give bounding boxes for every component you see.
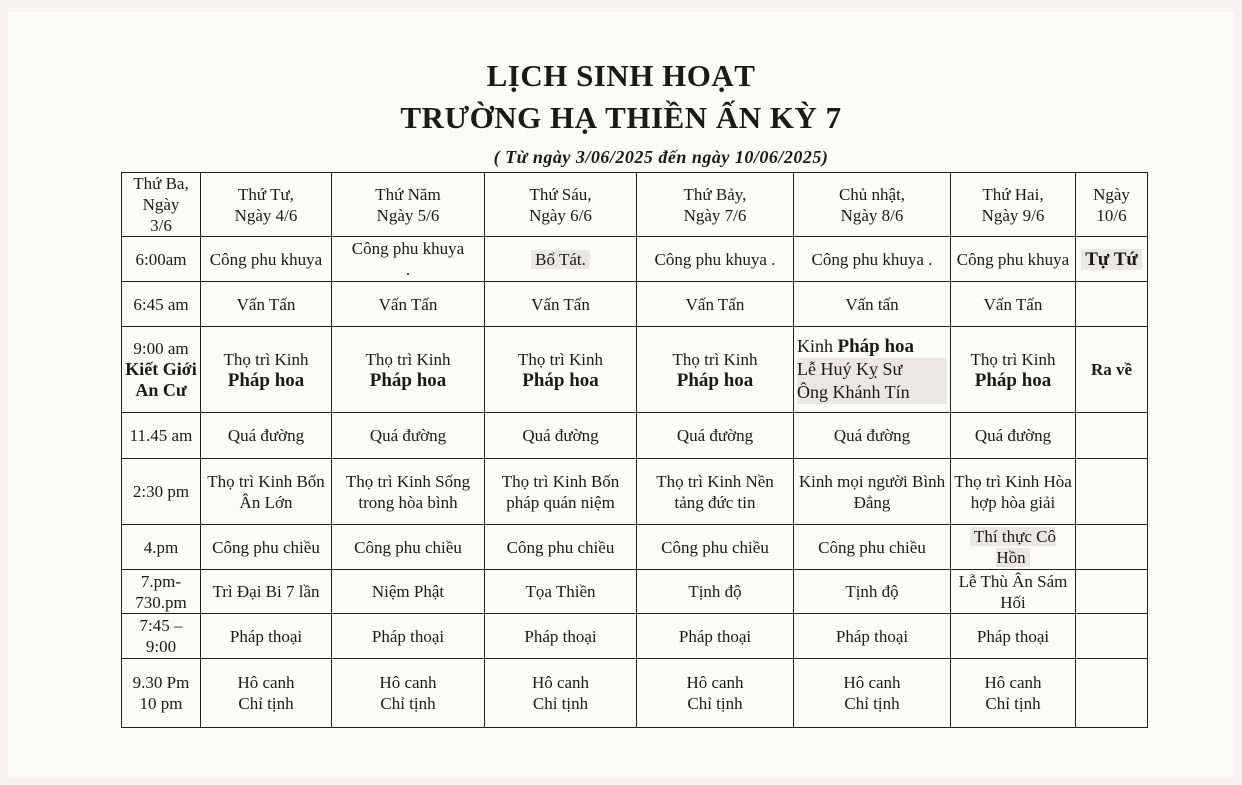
schedule-cell: Công phu chiều xyxy=(794,525,951,570)
time-cell: 7.pm-730.pm xyxy=(122,570,201,614)
schedule-cell: Công phu khuya xyxy=(951,237,1076,282)
schedule-cell: Tự Tứ xyxy=(1076,237,1148,282)
schedule-cell: Công phu chiều xyxy=(201,525,332,570)
schedule-cell xyxy=(1076,614,1148,659)
schedule-cell: Tịnh độ xyxy=(637,570,794,614)
day-header: Chủ nhật, Ngày 8/6 xyxy=(794,173,951,237)
schedule-cell: Kinh mọi người Bình Đẳng xyxy=(794,459,951,525)
schedule-cell xyxy=(1076,413,1148,459)
schedule-cell: Quá đường xyxy=(201,413,332,459)
time-cell: 6:00am xyxy=(122,237,201,282)
day-header: Thứ Bảy, Ngày 7/6 xyxy=(637,173,794,237)
schedule-cell: Tịnh độ xyxy=(794,570,951,614)
schedule-cell: Vấn Tấn xyxy=(332,282,485,327)
schedule-cell xyxy=(1076,459,1148,525)
table-row xyxy=(122,570,1148,614)
schedule-cell: Pháp thoại xyxy=(951,614,1076,659)
schedule-cell: Quá đường xyxy=(951,413,1076,459)
day-header: Thứ Năm Ngày 5/6 xyxy=(332,173,485,237)
day-header: Ngày 10/6 xyxy=(1076,173,1148,237)
schedule-cell: Thọ trì Kinh Nền tảng đức tin xyxy=(637,459,794,525)
header-row xyxy=(122,173,1148,237)
schedule-cell: Niệm Phật xyxy=(332,570,485,614)
schedule-cell: Quá đường xyxy=(794,413,951,459)
day-header: Thứ Tư, Ngày 4/6 xyxy=(201,173,332,237)
day-header: Thứ Sáu, Ngày 6/6 xyxy=(485,173,637,237)
schedule-cell: Vấn tấn xyxy=(794,282,951,327)
time-cell: 4.pm xyxy=(122,525,201,570)
schedule-cell: Quá đường xyxy=(332,413,485,459)
schedule-cell: Thọ trì Kinh Pháp hoa xyxy=(637,327,794,413)
schedule-cell: Công phu khuya . xyxy=(794,237,951,282)
schedule-cell: Ra về xyxy=(1076,327,1148,413)
schedule-cell: Thọ trì Kinh Hòa hợp hòa giải xyxy=(951,459,1076,525)
time-cell: 6:45 am xyxy=(122,282,201,327)
schedule-cell: Bố Tát. xyxy=(485,237,637,282)
schedule-cell: Hô canh Chỉ tịnh xyxy=(201,659,332,728)
time-cell: 2:30 pm xyxy=(122,459,201,525)
table-row xyxy=(122,525,1148,570)
schedule-cell: Kinh Pháp hoa Lễ Huý Kỵ Sư Ông Khánh Tín xyxy=(794,327,951,413)
page-subtitle: TRƯỜNG HẠ THIỀN ẤN KỲ 7 xyxy=(400,100,842,135)
table-row xyxy=(122,327,1148,413)
schedule-cell: Thọ trì Kinh Pháp hoa xyxy=(332,327,485,413)
table-row xyxy=(122,459,1148,525)
schedule-cell: Pháp thoại xyxy=(637,614,794,659)
schedule-cell: Thọ trì Kinh Pháp hoa xyxy=(485,327,637,413)
schedule-cell: Công phu khuya . xyxy=(332,237,485,282)
schedule-cell: Công phu khuya . xyxy=(637,237,794,282)
table-row xyxy=(122,237,1148,282)
schedule-cell xyxy=(1076,525,1148,570)
schedule-cell: Thọ trì Kinh Bốn pháp quán niệm xyxy=(485,459,637,525)
schedule-cell: Hô canh Chỉ tịnh xyxy=(485,659,637,728)
schedule-table xyxy=(121,172,1148,728)
schedule-cell: Thọ trì Kinh Pháp hoa xyxy=(951,327,1076,413)
schedule-cell: Pháp thoại xyxy=(794,614,951,659)
day-header: Thứ Ba, Ngày 3/6 xyxy=(122,173,201,237)
schedule-cell: Pháp thoại xyxy=(332,614,485,659)
schedule-cell: Quá đường xyxy=(637,413,794,459)
page-title: LỊCH SINH HOẠT xyxy=(486,58,756,93)
schedule-cell: Vấn Tấn xyxy=(485,282,637,327)
schedule-cell: Công phu khuya xyxy=(201,237,332,282)
schedule-cell xyxy=(1076,282,1148,327)
schedule-cell: Công phu chiều xyxy=(332,525,485,570)
table-row xyxy=(122,413,1148,459)
schedule-cell: Thọ trì Kinh Bốn Ân Lớn xyxy=(201,459,332,525)
time-cell: 9:00 am Kiết Giới An Cư xyxy=(122,327,201,413)
table-row xyxy=(122,659,1148,728)
schedule-cell: Quá đường xyxy=(485,413,637,459)
schedule-cell: Trì Đại Bi 7 lần xyxy=(201,570,332,614)
table-row xyxy=(122,614,1148,659)
schedule-cell: Lễ Thù Ân Sám Hối xyxy=(951,570,1076,614)
day-header: Thứ Hai, Ngày 9/6 xyxy=(951,173,1076,237)
schedule-cell: Công phu chiều xyxy=(637,525,794,570)
schedule-cell: Hô canh Chỉ tịnh xyxy=(332,659,485,728)
time-cell: 9.30 Pm 10 pm xyxy=(122,659,201,728)
schedule-cell: Thọ trì Kinh Sống trong hòa bình xyxy=(332,459,485,525)
schedule-cell xyxy=(1076,570,1148,614)
time-cell: 11.45 am xyxy=(122,413,201,459)
schedule-cell: Hô canh Chỉ tịnh xyxy=(794,659,951,728)
date-range: ( Từ ngày 3/06/2025 đến ngày 10/06/2025) xyxy=(493,147,829,167)
schedule-cell: Vấn Tấn xyxy=(201,282,332,327)
schedule-cell: Hô canh Chỉ tịnh xyxy=(951,659,1076,728)
schedule-cell: Vấn Tấn xyxy=(637,282,794,327)
schedule-cell xyxy=(1076,659,1148,728)
schedule-cell: Vấn Tấn xyxy=(951,282,1076,327)
table-row xyxy=(122,282,1148,327)
time-cell: 7:45 – 9:00 xyxy=(122,614,201,659)
schedule-cell: Thí thực Cô Hồn xyxy=(951,525,1076,570)
schedule-cell: Công phu chiều xyxy=(485,525,637,570)
schedule-cell: Tọa Thiền xyxy=(485,570,637,614)
schedule-cell: Hô canh Chỉ tịnh xyxy=(637,659,794,728)
schedule-cell: Pháp thoại xyxy=(201,614,332,659)
schedule-cell: Thọ trì Kinh Pháp hoa xyxy=(201,327,332,413)
schedule-cell: Pháp thoại xyxy=(485,614,637,659)
